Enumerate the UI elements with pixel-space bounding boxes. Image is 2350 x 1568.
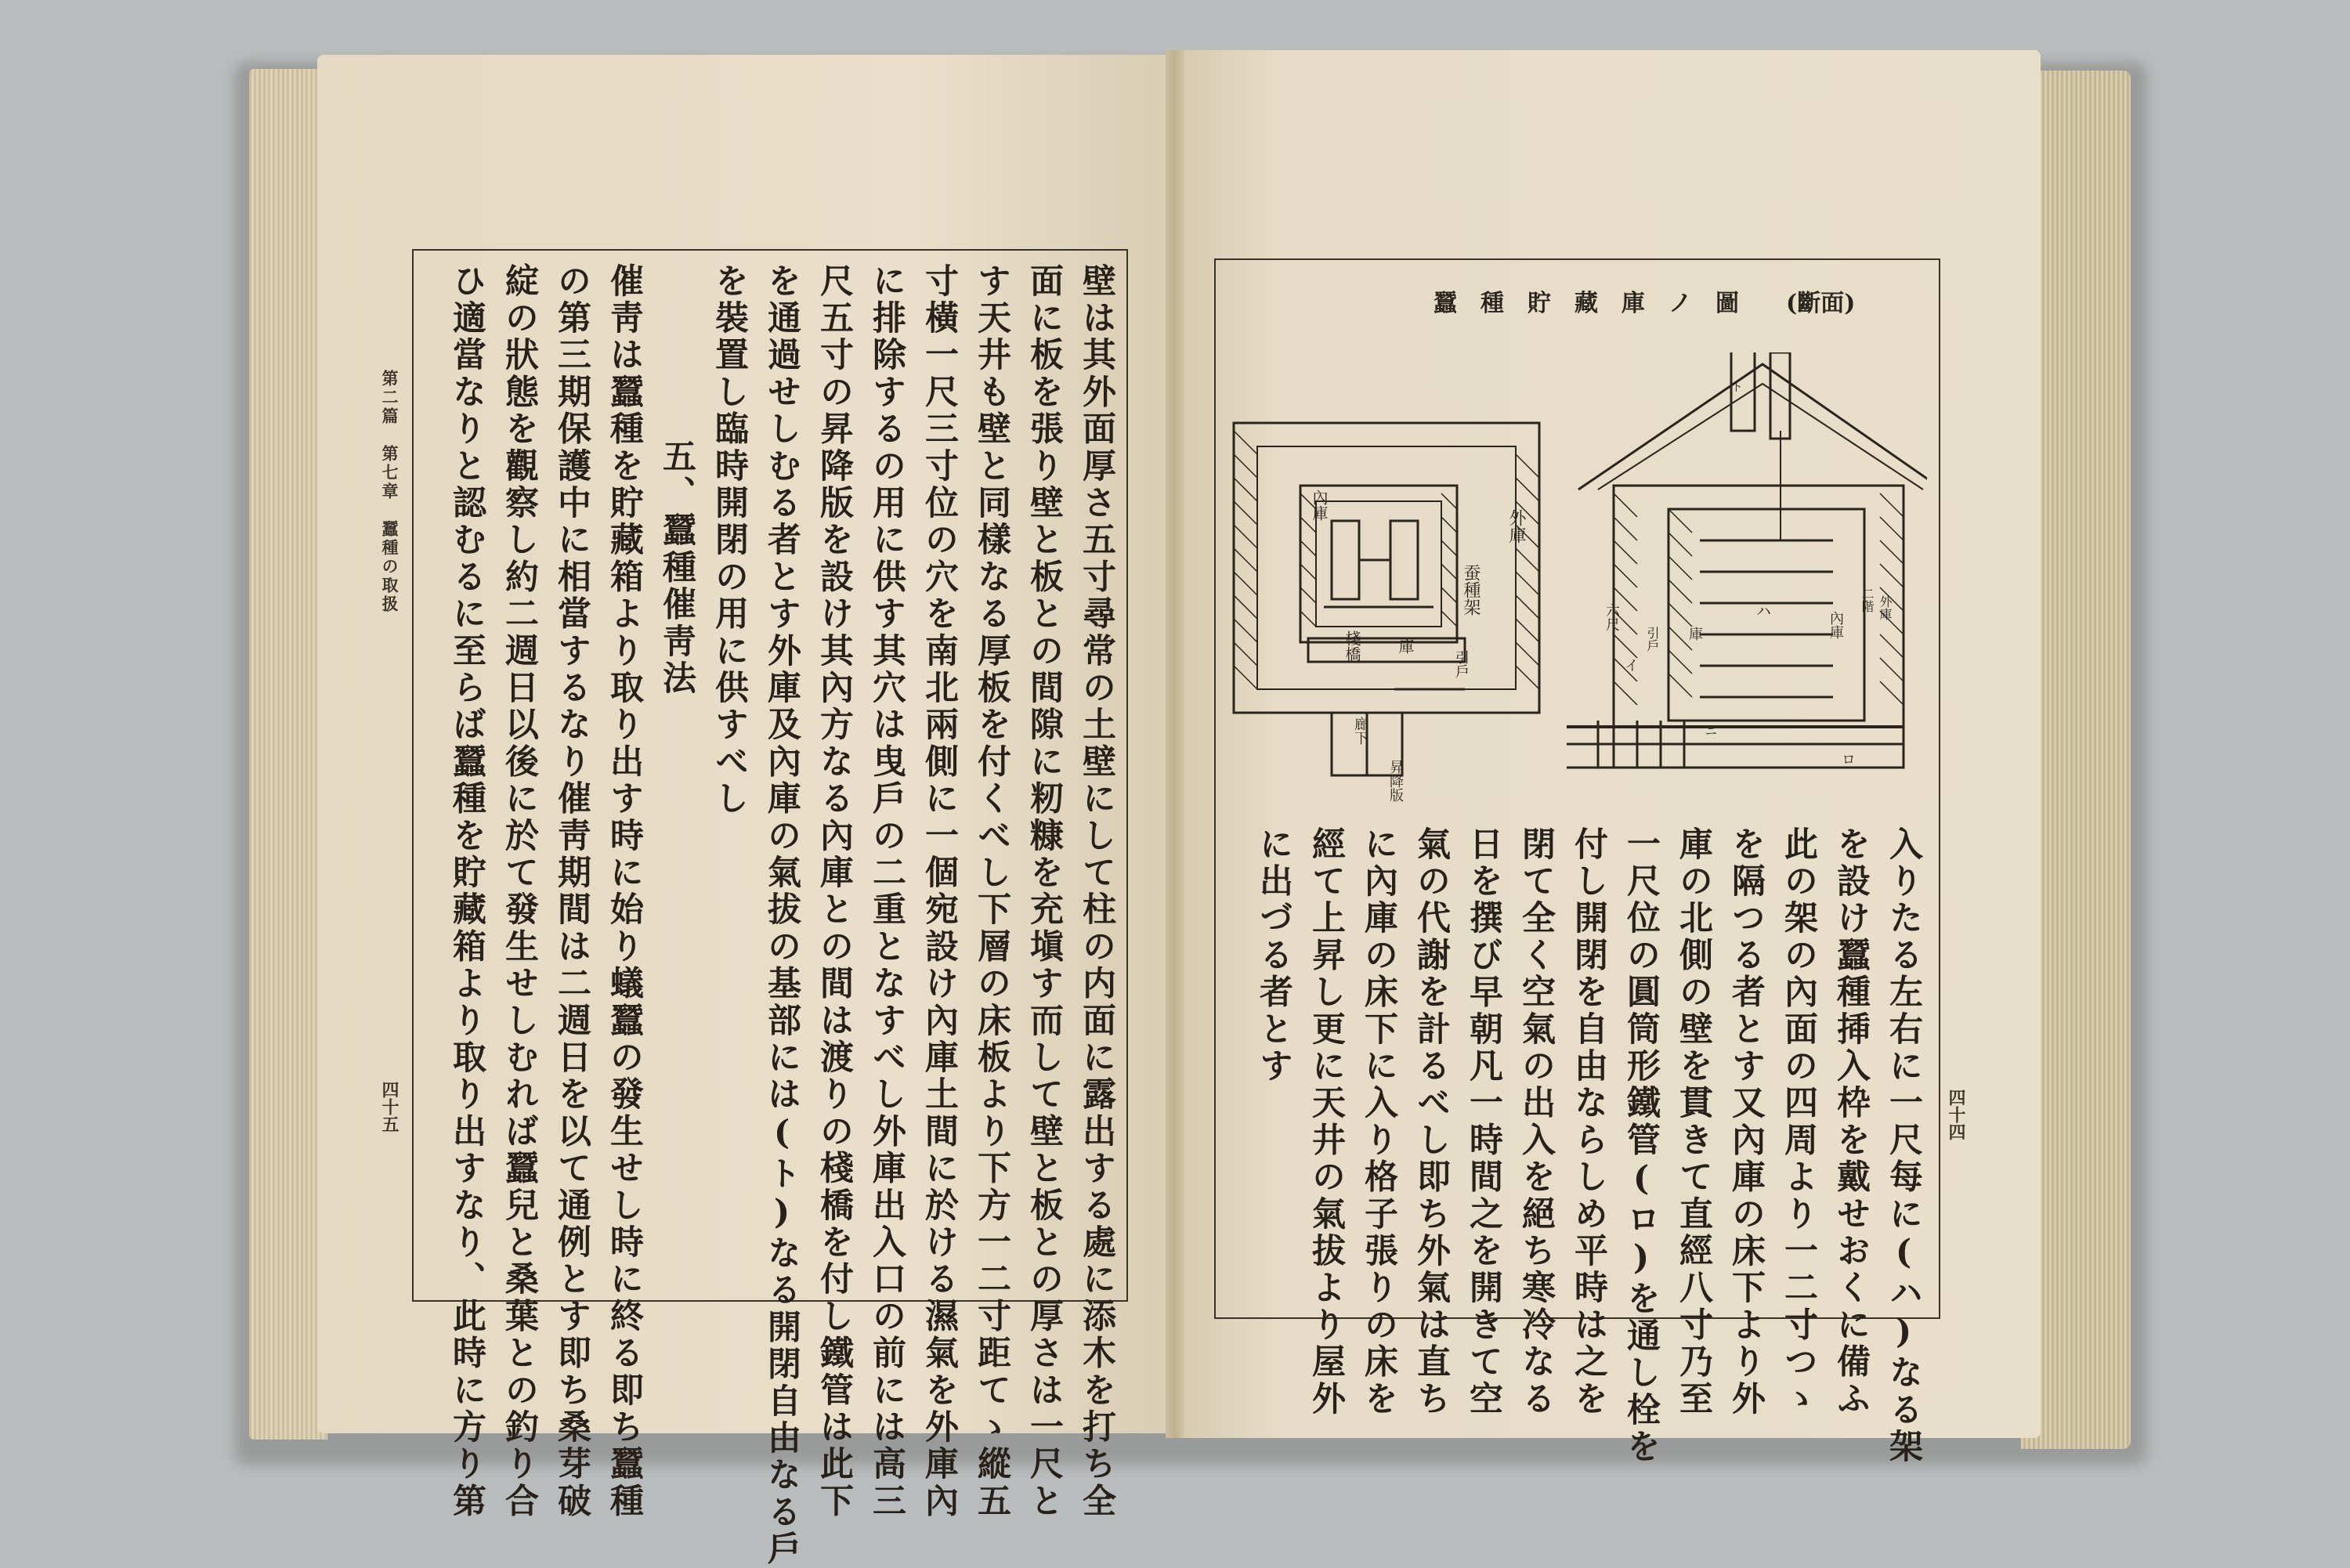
diagram-label-ni: ニ: [1703, 724, 1718, 737]
text-column: ひ適當なりと認むるに至らば蠶種を貯藏箱より取り出すなり、此時に方り第: [447, 263, 486, 1520]
running-head: 第二篇 第七章 蠶種の取扱: [380, 370, 400, 614]
text-column: 綻の狀態を觀察し約二週日以後に於て發生せしむれば蠶兒と桑葉との釣り合: [500, 263, 539, 1520]
book-gutter: [1166, 50, 1184, 1438]
text-column: に內庫の床下に入り格子張りの床を: [1359, 826, 1398, 1418]
text-column: 氣の代謝を計るべし即ち外氣は直ち: [1412, 826, 1451, 1418]
roof-outline: [1578, 364, 1927, 490]
text-column: を設け蠶種揷入枠を戴せおくに備ふ: [1831, 826, 1871, 1418]
diagram-label-second-floor: 二階: [1860, 587, 1875, 612]
storehouse-diagram: [1230, 352, 1927, 799]
text-column: 此の架の內面の四周より一二寸つゝ: [1779, 826, 1818, 1418]
page-number-right: 四十四: [1946, 1089, 1966, 1140]
diagram-label-sliding-door-2: 引戶: [1645, 627, 1660, 652]
text-column: 面に板を張り壁と板との間隙に籾糠を充塡す而して壁と板との厚さは一尺と: [1025, 263, 1064, 1520]
diagram-label-to: ト: [1729, 380, 1744, 392]
text-column: の第三期保護中に相當するなり催靑期間は二週日を以て通例とす即ち桑芽破: [552, 263, 591, 1520]
text-column: 庫の北側の壁を貫きて直經八寸乃至: [1674, 826, 1713, 1418]
figure-title: 蠶種貯藏庫ノ圖: [1434, 290, 1762, 317]
text-column: 一尺位の圓筒形鐵管(ロ)を通し栓を: [1622, 826, 1661, 1466]
figure-note: (斷面): [1786, 290, 1856, 317]
text-column: に排除するの用に供す其穴は曳戶の二重となすべし外庫出入口の前には高三: [867, 263, 906, 1520]
diagram-label-outer-store: 外庫: [1506, 509, 1526, 544]
text-column: 寸橫一尺三寸位の穴を南北兩側に一個宛設け內庫土間に於ける濕氣を外庫內: [920, 263, 959, 1520]
diagram-label-rack: 蚕種架: [1461, 564, 1480, 616]
text-column: 尺五寸の昇降版を設け其內方なる內庫との間は渡りの棧橋を付し鐵管は此下: [815, 263, 854, 1520]
diagram-label-sliding-door: 引戶: [1453, 650, 1470, 678]
text-column: を通過せしむる者とす外庫及內庫の氣拔の基部には(ト)なる開閉自由なる戶: [762, 263, 801, 1568]
text-column: 付し開閉を自由ならしめ平時は之を: [1569, 826, 1608, 1418]
diagram-label-store-2: 庫: [1687, 627, 1703, 641]
text-column: に出づる者とす: [1254, 826, 1293, 1086]
text-column: 壁は其外面厚さ五寸尋常の土壁にして柱の内面に露出する處に添木を打ち全: [1077, 263, 1116, 1520]
text-column: 日を撰び早朝凡一時間之を開きて空: [1464, 826, 1503, 1418]
diagram-label-i: イ: [1622, 658, 1639, 672]
page-edges-left: [249, 69, 327, 1440]
text-column: を隔つる者とす又內庫の床下より外: [1726, 826, 1766, 1418]
outer-wall-plan: [1234, 423, 1539, 713]
text-column: 經て上昇し更に天井の氣拔より屋外: [1307, 826, 1346, 1418]
diagram-label-corridor: 廊下: [1352, 717, 1368, 745]
section-heading: 五、蠶種催靑法: [657, 439, 696, 698]
text-column: す天井も壁と同樣なる厚板を付くべし下層の床板より下方一二寸距てゝ縱五: [972, 263, 1011, 1520]
diagram-label-ha: ハ: [1753, 603, 1772, 619]
diagram-label-sixfeet: 六尺: [1603, 603, 1620, 631]
diagram-label-bridge: 棧橋: [1343, 630, 1361, 662]
text-column: 閉て全く空氣の出入を絕ち寒冷なる: [1517, 826, 1556, 1418]
text-column: 催靑は蠶種を貯藏箱より取り出す時に始り蟻蠶の發生せし時に終る即ち蠶種: [605, 263, 644, 1520]
diagram-label-inner-store: 內庫: [1310, 490, 1329, 521]
diagram-label-outer-store-2: 外庫: [1878, 595, 1893, 620]
text-column: 入りたる左右に一尺每に(ハ)なる架: [1884, 826, 1923, 1466]
diagram-label-store: 庫: [1396, 638, 1415, 654]
diagram-label-step: 昇降版: [1387, 760, 1404, 802]
text-column: を裝置し臨時開閉の用に供すべし: [710, 263, 749, 818]
page-number-left: 四十五: [379, 1081, 400, 1133]
diagram-label-ro: ロ: [1839, 752, 1856, 766]
diagram-label-inner-store-2: 內庫: [1828, 611, 1844, 639]
